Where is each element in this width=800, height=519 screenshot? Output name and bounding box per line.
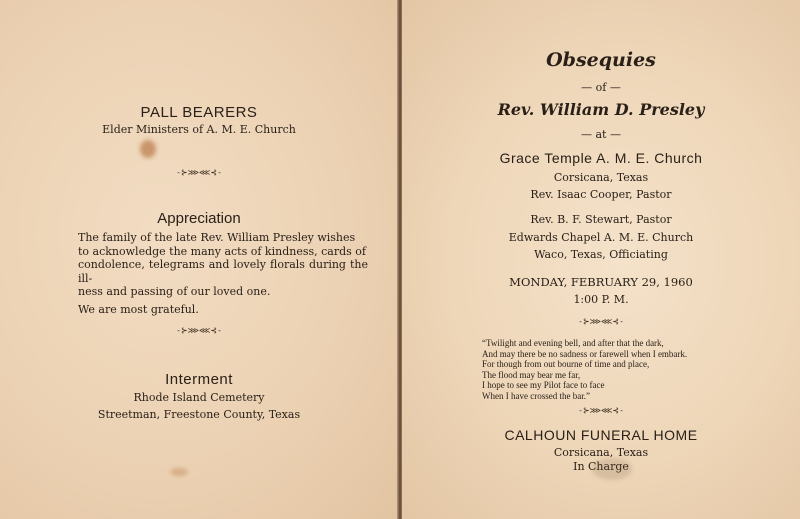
interment-location: Streetman, Freestone County, Texas xyxy=(97,408,301,421)
service-time: 1:00 P. M. xyxy=(573,293,629,306)
pall-bearers-subtitle: Elder Ministers of A. M. E. Church xyxy=(102,123,296,136)
church-pastor: Rev. Isaac Cooper, Pastor xyxy=(530,188,672,201)
poem-line: “Twilight and evening bell, and after that the dark, xyxy=(482,338,664,348)
left-page xyxy=(0,0,398,519)
poem xyxy=(482,338,772,401)
obsequies-title: Obsequies xyxy=(546,49,656,71)
pall-bearers-title: PALL BEARERS xyxy=(140,104,258,121)
stain-mark xyxy=(140,140,156,158)
poem-line: And may there be no sadness or farewell when I embark. xyxy=(482,348,688,359)
officiant-church: Edwards Chapel A. M. E. Church xyxy=(508,231,694,244)
interment-cemetery: Rhode Island Cemetery xyxy=(133,391,265,404)
at-label: — at — xyxy=(581,128,621,141)
church-name: Grace Temple A. M. E. Church xyxy=(499,150,703,166)
appreciation-line: to acknowledge the many acts of kindness, cards of xyxy=(78,244,366,258)
appreciation-closing: We are most grateful. xyxy=(78,302,199,316)
interment-title: Interment xyxy=(165,371,233,388)
poem-line: I hope to see my Pilot face to face xyxy=(482,380,605,390)
service-date: MONDAY, FEBRUARY 29, 1960 xyxy=(509,275,693,289)
ornament-divider: -⊱⋙⋘⊰- xyxy=(176,326,222,335)
appreciation-title: Appreciation xyxy=(157,210,241,227)
funeral-home-city: Corsicana, Texas xyxy=(553,446,649,459)
poem-line: When I have crossed the bar.” xyxy=(482,390,590,401)
stain-mark xyxy=(170,468,188,476)
funeral-home-note: In Charge xyxy=(573,460,629,473)
officiant-name: Rev. B. F. Stewart, Pastor xyxy=(530,213,672,226)
ornament-divider: -⊱⋙⋘⊰- xyxy=(176,168,222,177)
appreciation-line: The family of the late Rev. William Presley wishes xyxy=(78,231,356,244)
church-city: Corsicana, Texas xyxy=(553,171,649,184)
appreciation-text xyxy=(78,231,368,316)
right-page xyxy=(402,0,800,519)
poem-line: The flood may bear me far, xyxy=(482,369,581,380)
appreciation-line: ness and passing of our loved one. xyxy=(78,285,271,298)
funeral-home-name: CALHOUN FUNERAL HOME xyxy=(504,427,698,443)
poem-line: For though from out bourne of time and place, xyxy=(482,359,650,369)
of-label: — of — xyxy=(581,81,621,94)
appreciation-line: condolence, telegrams and lovely florals during the ill- xyxy=(78,258,368,285)
ornament-divider: -⊱⋙⋘⊰- xyxy=(578,317,624,326)
ornament-divider: -⊱⋙⋘⊰- xyxy=(578,406,624,415)
deceased-name: Rev. William D. Presley xyxy=(497,100,705,119)
officiant-city: Waco, Texas, Officiating xyxy=(534,248,668,261)
